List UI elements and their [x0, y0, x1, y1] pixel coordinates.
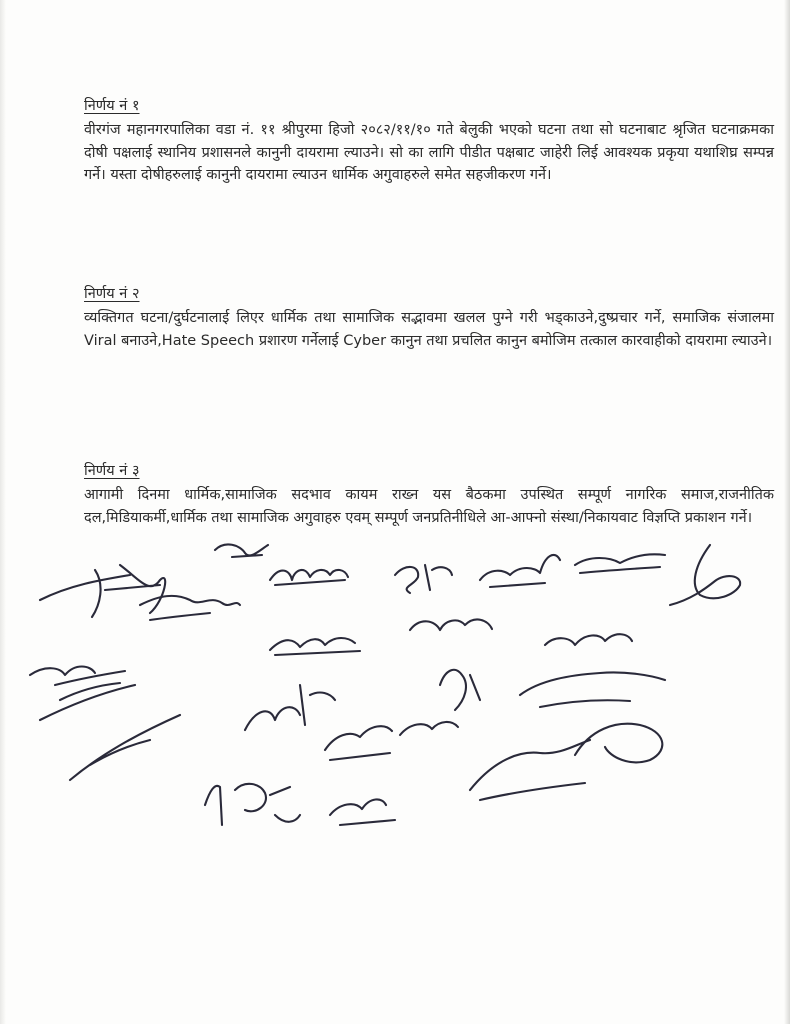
- decision-heading-1: निर्णय नं १: [84, 98, 140, 114]
- decision-section-3: [84, 460, 774, 529]
- scan-edge-right: [784, 0, 790, 1024]
- signature-18: [325, 726, 392, 760]
- signature-16: [520, 672, 665, 707]
- signature-22: [205, 784, 300, 825]
- signature-1: [40, 565, 165, 617]
- signature-20: [575, 724, 662, 763]
- decision-body-2: व्यक्तिगत घटना/दुर्घटनालाई लिएर धार्मिक तथा सामाजिक सद्भावमा खलल पुग्ने गरी भड्काउने,दुष्प्रचार गर्ने, समाजिक संजालमा Viral बनाउने,Hate Speech प्रशारण गर्नेलाई Cyber कानुन तथा प्रचलित कानुन बमोजिम तत्काल कारवाहीको दायरामा ल्याउने।: [84, 310, 774, 349]
- signature-21: [470, 740, 590, 800]
- signature-7: [575, 554, 665, 573]
- signature-12: [30, 667, 125, 686]
- signature-5: [395, 565, 452, 593]
- scan-edge-left: [0, 0, 6, 1024]
- signature-13: [40, 683, 135, 720]
- signature-17: [70, 715, 180, 780]
- decision-section-2: [84, 283, 774, 352]
- decision-body-3: आगामी दिनमा धार्मिक,सामाजिक सदभाव कायम राख्न यस बैठकमा उपस्थित सम्पूर्ण नागरिक समाज,राजनीतिक दल,मिडियाकर्मी,धार्मिक तथा सामाजिक अगुवाहरु एवम् सम्पूर्ण जनप्रतिनीधिले आ-आफ्नो संस्था/निकायवाट विज्ञप्ति प्रकाशन गर्ने।: [84, 487, 774, 526]
- decision-section-1: [84, 95, 774, 187]
- signature-23: [330, 799, 395, 825]
- decision-body-1: वीरगंज महानगरपालिका वडा नं. ११ श्रीपुरमा हिजो २०८२/११/१० गते बेलुकी भएको घटना तथा सो घटनाबाट श्रृजित घटनाक्रमका दोषी पक्षलाई स्थानिय प्रशासनले कानुनी दायरामा ल्याउने। सो का लागि पीडीत पक्षबाट जाहेरी लिई आवश्यक प्रकृया यथाशिघ्र सम्पन्न गर्ने। यस्ता दोषीहरुलाई कानुनी दायरामा ल्याउन धार्मिक अगुवाहरुले समेत सहजीकरण गर्ने।: [84, 122, 774, 183]
- signature-8: [670, 545, 740, 605]
- signature-6: [480, 555, 560, 587]
- decision-heading-3: निर्णय नं ३: [84, 463, 140, 479]
- signature-14: [245, 685, 335, 730]
- signature-4: [270, 570, 348, 585]
- signature-11: [545, 634, 632, 645]
- signature-10: [410, 619, 492, 630]
- signature-9: [270, 638, 360, 655]
- decision-heading-2: निर्णय नं २: [84, 286, 140, 302]
- signatures-block: [0, 525, 790, 845]
- signature-15: [440, 670, 480, 710]
- signature-3: [215, 544, 268, 557]
- signature-19: [400, 722, 458, 735]
